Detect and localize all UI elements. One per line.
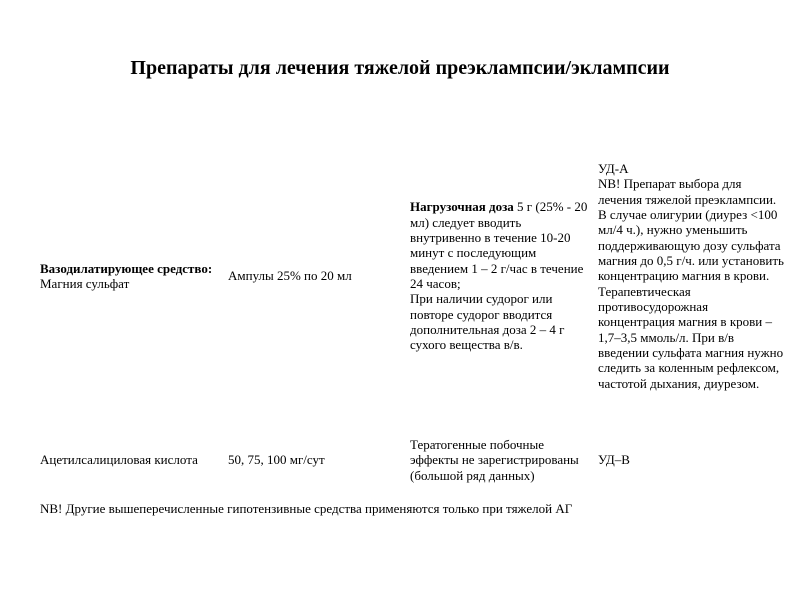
cell-dosage [410,128,598,424]
dosage-text: 5 г (25% - 20 мл) следует вводить внутривенно в течение 10-20 минут с последующим введением 1 – 2 г/час в течение 24 часов; [410,199,588,291]
table-row-acetylsalicylic-acid [40,424,786,496]
dosage-paragraph [410,199,592,291]
cell-evidence [598,128,786,424]
slide-title: Препараты для лечения тяжелой преэклампсии/эклампсии [130,57,670,79]
cell-drug-name [40,424,228,496]
evidence-level: УД–В [598,452,630,468]
table-row-magnesium-sulfate [40,128,786,424]
drug-name: Магния сульфат [40,276,130,291]
dosage-text: Тератогенные побочные эффекты не зарегистрированы (большой ряд данных) [410,437,579,483]
dosage-text-2: При наличии судорог или повторе судорог вводится дополнительная доза 2 – 4 г сухого вещества в/в. [410,291,565,353]
evidence-level: УД-А [598,161,629,177]
cell-drug-form [228,424,410,496]
cell-drug-name [40,128,228,424]
cell-evidence [598,424,786,496]
dosage-lead-label: Нагрузочная доза [410,199,514,215]
evidence-note: NB! Препарат выбора для лечения тяжелой преэклампсии. [598,176,777,207]
drug-table [40,128,786,496]
cell-drug-form [228,128,410,424]
footer-note: NB! Другие вышеперечисленные гипотензивные средства применяются только при тяжелой АГ [40,501,573,516]
drug-form: 50, 75, 100 мг/сут [228,452,325,468]
evidence-detail: В случае олигурии (диурез <100 мл/4 ч.), нужно уменьшить поддерживающую дозу сульфата магния до 0,5 г/ч. или установить концентрацию магния в крови. Терапевтическая противосудорожная концентрация магния в крови – 1,7–3,5 ммоль/л. При в/в введении сульфата магния нужно следить за коленным рефлексом, частотой дыхания, диурезом. [598,207,784,391]
cell-dosage [410,424,598,496]
drug-name: Ацетилсалициловая кислота [40,452,198,468]
drug-form: Ампулы 25% по 20 мл [228,268,352,284]
drug-class-label: Вазодилатирующее средство: [40,260,213,276]
